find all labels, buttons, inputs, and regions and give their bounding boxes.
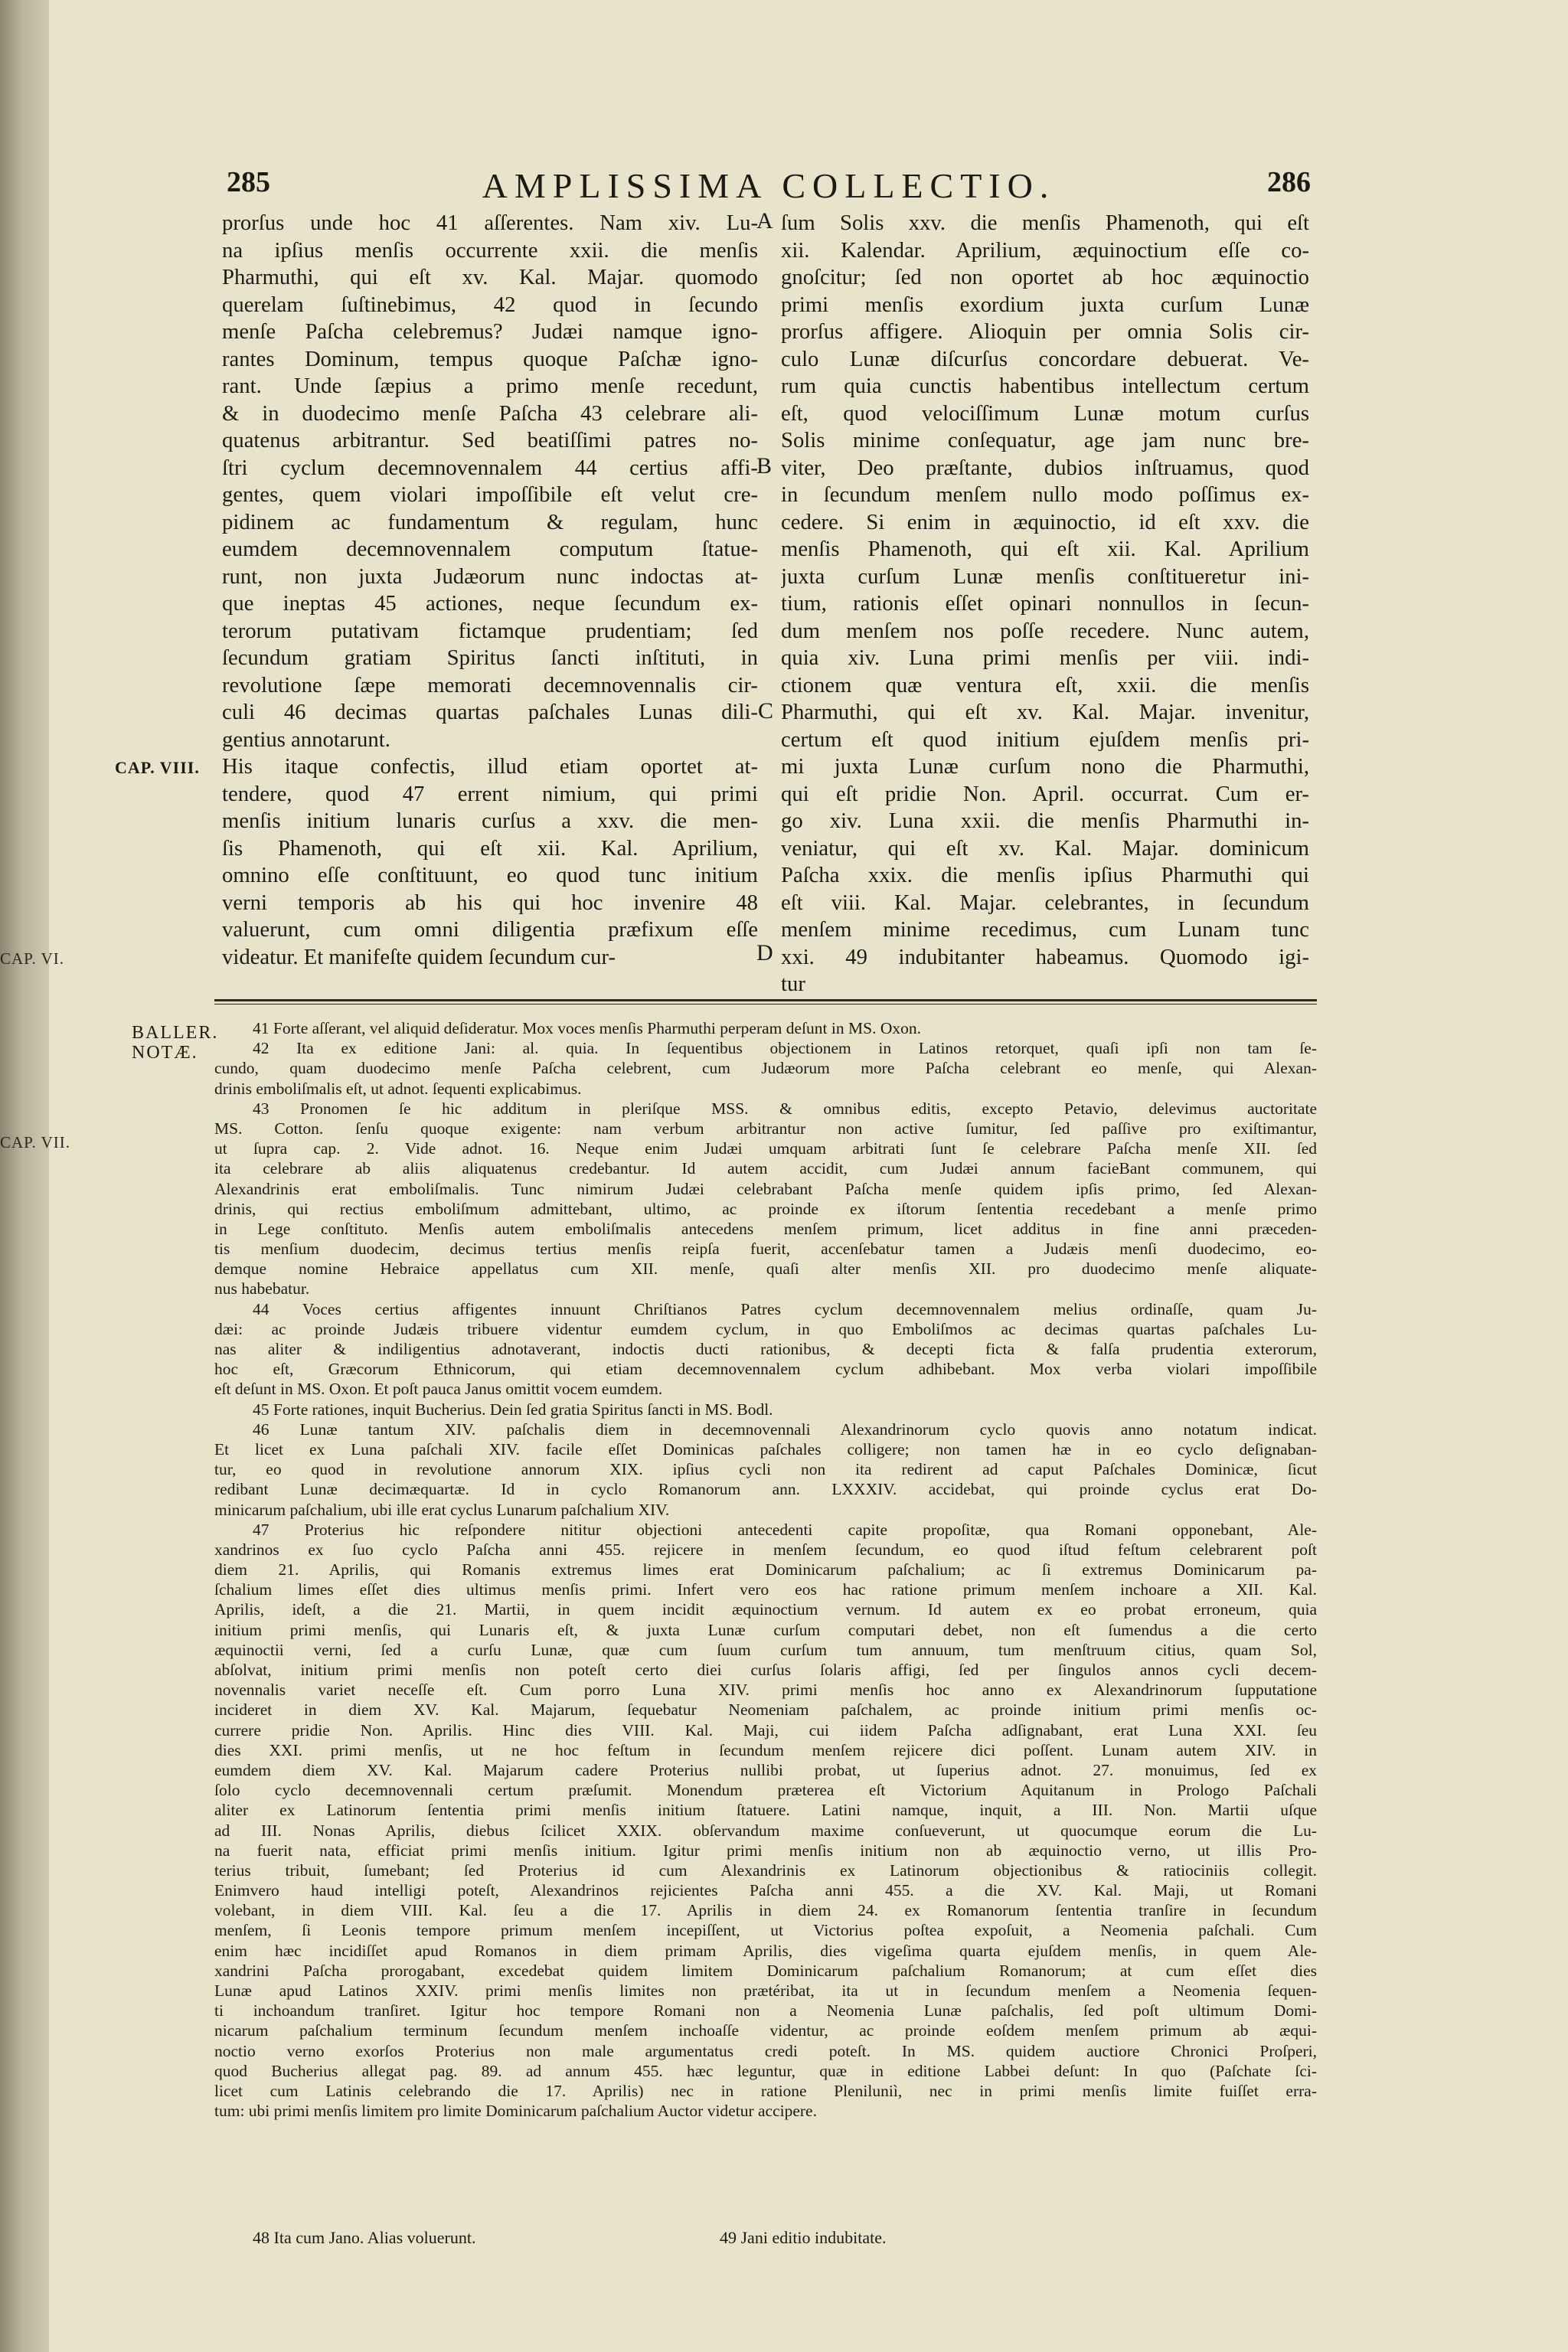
footnote-line: terius tribuit, ſumebant; ſed Proterius id cum Alexandrinis ex Latinorum objectionibus & ratiociniis collegit.	[214, 1860, 1317, 1880]
footnote-line: enim hæc incidiſſet apud Romanos in diem primam Aprilis, dies vigeſima quarta ejuſdem menſis, in quem Ale-	[214, 1941, 1317, 1960]
right-column-line: Pharmuthi, qui eſt xv. Kal. Majar. invenitur,	[781, 700, 1309, 724]
left-column-line: ſtri cyclum decemnovennalem 44 certius affi-	[222, 455, 758, 480]
footnote-49: 49 Jani editio indubitate.	[720, 2228, 887, 2247]
footnote-line: 44 Voces certius affigentes innuunt Chriſtianos Patres cyclum decemnovennalem melius ordinaſſe, quam Ju-	[253, 1299, 1317, 1318]
footnote-rule-thick	[214, 999, 1317, 1001]
right-column-line: xii. Kalendar. Aprilium, æquinoctium eſſe co-	[781, 237, 1309, 263]
right-column-line: quia xiv. Luna primi menſis per viii. indi-	[781, 645, 1309, 670]
footnote-line: redibant Lunæ decimæquartæ. Id in cyclo Romanorum ann. LXXXIV. accidebat, qui proinde cyclus erat Do-	[214, 1480, 1317, 1499]
footnote-line: eſt deſunt in MS. Oxon. Et poſt pauca Janus omittit vocem eumdem.	[214, 1380, 663, 1399]
footnote-line: 43 Pronomen ſe hic additum in pleriſque MSS. & omnibus editis, excepto Petavio, delevimus auctoritate	[253, 1099, 1317, 1118]
right-column-line: prorſus affigere. Alioquin per omnia Solis cir-	[781, 319, 1309, 344]
page-number-left: 285	[227, 166, 270, 198]
footnote-line: Aprilis, ideſt, a die 21. Martii, in quem incidit æquinoctium vernum. Id autem ex eo probat erroneum, quia	[214, 1600, 1317, 1619]
left-column-line: omnino eſſe conſtituunt, eo quod tunc initium	[222, 863, 758, 887]
footnote-line: ad III. Nonas Aprilis, diebus ſcilicet XXIX. obſervandum maxime conſueverunt, ut quocumque eorum die Lu-	[214, 1821, 1317, 1840]
right-column-line: cedere. Si enim in æquinoctio, id eſt xxv. die	[781, 509, 1309, 534]
footnote-line: MS. Cotton. ſenſu quoque exigente: nam verbum arbitrantur non active ſumitur, ſed paſſive pro exiſtimantur,	[214, 1119, 1317, 1138]
footnote-line: Alexandrinis erat emboliſmalis. Tunc nimirum Judæi celebrabant Paſcha menſe quidem ipſis primo, ſed Alexan-	[214, 1179, 1317, 1198]
footnote-line: menſem, ſi Leonis tempore primum menſem incepiſſent, ut Victorius poſtea expoſuit, a Neomenia paſchali. Cum	[214, 1921, 1317, 1940]
left-column-line: tendere, quod 47 errent nimium, qui primi	[222, 781, 758, 806]
left-column-line: runt, non juxta Judæorum nunc indoctas at-	[222, 564, 758, 589]
left-column-line: culi 46 decimas quartas paſchales Lunas dili-	[222, 700, 758, 724]
footnote-line: minicarum paſchalium, ubi ille erat cyclus Lunarum paſchalium XIV.	[214, 1500, 670, 1519]
footnote-line: ut ſupra cap. 2. Vide adnot. 16. Neque enim Judæi umquam arbitrati ſunt ſe celebrare Paſcha menſe XII. ſed	[214, 1139, 1317, 1158]
left-column-line: pidinem ac fundamentum & regulam, hunc	[222, 509, 758, 534]
left-text-column	[222, 210, 758, 971]
right-text-column	[781, 210, 1309, 998]
footnote-line: nicarum paſchalium terminum ſecundum menſem inchoaſſe videntur, ac proinde eoſdem menſem primum ab æqui-	[214, 2021, 1317, 2040]
left-column-line: ſecundum gratiam Spiritus ſancti inſtituti, in	[222, 645, 758, 670]
footnotes-block	[214, 1018, 1317, 2121]
footnote-line: 47 Proterius hic reſpondere nititur objectioni antecedenti capite propoſitæ, qua Romani opponebant, Ale-	[253, 1520, 1317, 1539]
left-column-line: valuerunt, cum omni diligentia præfixum eſſe	[222, 917, 758, 942]
footnote-line: drinis, qui rectius emboliſmum admittebant, ultimo, ac proinde ex iſtorum ſententia recedebant a menſe primo	[214, 1199, 1317, 1218]
right-column-line: Paſcha xxix. die menſis ipſius Pharmuthi qui	[781, 863, 1309, 887]
right-column-line: go xiv. Luna xxii. die menſis Pharmuthi in-	[781, 808, 1309, 833]
section-letter-a: A	[756, 208, 773, 234]
footnote-line: Lunæ apud Latinos XXIV. primi menſis limites non prætéribat, ita ut in ſecundum menſem a Neomenia ſequen-	[214, 1981, 1317, 2000]
right-column-line: veniatur, qui eſt xv. Kal. Majar. dominicum	[781, 835, 1309, 861]
footnote-line: ſolo cyclo decemnovennali certum præſumit. Monendum præterea eſt Victorium Aquitanum in Prologo Paſchali	[214, 1781, 1317, 1800]
footnote-line: diem 21. Aprilis, qui Romanis extremus limes erat Dominicarum paſchalium; ac ſi extremus Dominicarum pa-	[214, 1560, 1317, 1579]
right-column-line: viter, Deo præſtante, dubios inſtruamus, quod	[781, 455, 1309, 480]
footnote-line: 45 Forte rationes, inquit Bucherius. Dein ſed gratia Spiritus ſancti in MS. Bodl.	[253, 1400, 773, 1419]
left-column-line: rant. Unde ſæpius a primo menſe recedunt,	[222, 374, 758, 398]
margin-cap-viii: CAP. VIII.	[115, 758, 200, 777]
footnote-line: currere pridie Non. Aprilis. Hinc dies VIII. Kal. Maji, cui iidem Paſcha adſignabant, erat Luna XXI. ſeu	[214, 1720, 1317, 1740]
right-column-line: gnoſcitur; ſed non oportet ab hoc æquinoctio	[781, 265, 1309, 289]
footnote-line: cundo, quam duodecimo menſe Paſcha celebrent, cum Judæorum more Paſcha celebrant eo menſe, qui Alexan-	[214, 1059, 1317, 1078]
left-column-line: gentes, quem violari impoſſibile eſt velut cre-	[222, 482, 758, 507]
notes-label-notae: NOTÆ.	[132, 1043, 198, 1063]
right-column-line: in ſecundum menſem nullo modo poſſimus ex-	[781, 482, 1309, 507]
right-column-line: tur	[781, 972, 805, 996]
notes-label	[132, 1023, 218, 1063]
right-column-line: eſt viii. Kal. Majar. celebrantes, in ſecundum	[781, 890, 1309, 915]
footnote-line: nus habebatur.	[214, 1279, 310, 1298]
footnote-line: licet cum Latinis celebrando die 17. Aprilis) nec in ratione Pleniluniì, nec in primi menſis limite fuiſſet erra-	[214, 2081, 1317, 2100]
page-header	[227, 165, 1311, 208]
left-column-line: & in duodecimo menſe Paſcha 43 celebrare ali-	[222, 400, 758, 426]
left-column-line: verni temporis ab his qui hoc invenire 48	[222, 890, 758, 915]
left-column-line: gentius annotarunt.	[222, 727, 390, 752]
notes-label-baller: BALLER.	[132, 1023, 219, 1043]
right-column-line: ſum Solis xxv. die menſis Phamenoth, qui eſt	[781, 211, 1309, 235]
left-column-line: na ipſius menſis occurrente xxii. die menſis	[222, 237, 758, 263]
footnote-line: æquinoctii verni, ſed a curſu Lunæ, quæ cum ſuum curſum tum annuum, tum menſtruum citius, quam Sol,	[214, 1640, 1317, 1659]
footnote-line: abſolvat, initium primi menſis non poteſt certo diei curſus ſolaris affigi, ſed per ſingulos annos cycli decem-	[214, 1661, 1317, 1679]
footnote-48: 48 Ita cum Jano. Alias voluerunt.	[253, 2228, 476, 2247]
footnote-line: Enimvero haud intelligi poteſt, Alexandrinos rejicientes Paſcha anni 455. a die XV. Kal. Maji, ut Romani	[214, 1881, 1317, 1900]
margin-cap-vi: CAP. VI.	[0, 949, 65, 968]
footnote-line: tur, eo quod in revolutione annorum XIX. ipſius cycli non ita redirent ad caput Paſchales Dominicæ, ſicut	[214, 1460, 1317, 1479]
running-title: AMPLISSIMA COLLECTIO.	[482, 166, 1056, 205]
right-column-line: ctionem quæ ventura eſt, xxii. die menſis	[781, 672, 1309, 697]
footnote-line: incideret in diem XV. Kal. Majarum, ſequebatur Neomeniam paſchalem, ac proinde initium primi menſis oc-	[214, 1700, 1317, 1720]
footnote-line: hoc eſt, Græcorum Ethnicorum, qui etiam decemnovennalem cyclum adhibebant. Mox verba violari impoſſibile	[214, 1360, 1317, 1379]
left-column-line: Pharmuthi, qui eſt xv. Kal. Majar. quomodo	[222, 265, 758, 289]
footnote-line: 41 Forte aſſerant, vel aliquid deſideratur. Mox voces menſis Pharmuthi perperam deſunt in MS. Oxon.	[253, 1019, 921, 1037]
right-column-line: Solis minime conſequatur, age jam nunc bre-	[781, 428, 1309, 452]
left-column-line: rantes Dominum, tempus quoque Paſchæ igno-	[222, 346, 758, 371]
right-column-line: dum menſem nos poſſe recedere. Nunc autem,	[781, 618, 1309, 643]
left-column-line: querelam ſuſtinebimus, 42 quod in ſecundo	[222, 292, 758, 317]
footnote-line: demque nomine Hebraice appellatus cum XII. menſe, quaſi alter menſis XII. pro duodecimo menſe aliquate-	[214, 1259, 1317, 1279]
right-column-line: tium, rationis eſſet opinari nonnullos in ſecun-	[781, 591, 1309, 616]
footnote-line: tis menſium duodecim, decimus tertius menſis reipſa fuerit, accenſebatur tamen a Judæis menſi duodecimo, eo-	[214, 1240, 1317, 1259]
footnote-line: aliter ex Latinorum ſententia primi menſis initium ſtatuere. Latini namque, inquit, a III. Non. Martii uſque	[214, 1801, 1317, 1820]
footnote-line: volebant, in diem VIII. Kal. ſeu a die 17. Aprilis in diem 24. ex Romanorum ſententia tranſire in ſecundum	[214, 1901, 1317, 1920]
left-column-line: videatur. Et manifeſte quidem ſecundum cur-	[222, 944, 616, 969]
right-column-line: xxi. 49 indubitanter habeamus. Quomodo igi-	[781, 944, 1309, 969]
left-column-line: que ineptas 45 actiones, neque ſecundum ex-	[222, 591, 758, 616]
left-column-line: terorum putativam fictamque prudentiam; ſed	[222, 618, 758, 643]
right-column-line: eſt, quod velociſſimum Lunæ motum curſus	[781, 400, 1309, 426]
right-column-line: culo Lunæ diſcurſus concordare debuerat. Ve-	[781, 346, 1309, 371]
right-column-line: menſis Phamenoth, qui eſt xii. Kal. Aprilium	[781, 537, 1309, 561]
left-column-line: menſis initium lunaris curſus a xxv. die men-	[222, 808, 758, 833]
right-column-line: mi juxta Lunæ curſum nono die Pharmuthi,	[781, 754, 1309, 779]
section-letter-b: B	[756, 453, 773, 479]
right-column-line: primi menſis exordium juxta curſum Lunæ	[781, 292, 1309, 317]
footnote-line: novennalis variet neceſſe eſt. Cum porro Luna XIV. primi menſis hoc anno ex Alexandrinorum ſupputatione	[214, 1681, 1317, 1700]
footnote-line: initium primi menſis, qui Lunaris eſt, & juxta Lunæ curſum computari debet, non eſt ſumendus a die certo	[214, 1620, 1317, 1639]
right-column-line: juxta curſum Lunæ menſis conſtitueretur ini-	[781, 564, 1309, 589]
page-number-right: 286	[1267, 166, 1311, 198]
left-column-line: quatenus arbitrantur. Sed beatiſſimi patres no-	[222, 428, 758, 452]
footnote-line: nas aliter & indiligentius adnotaverant, indoctis ducti rationibus, & decepti ficta & falſa prudentia exterorum,	[214, 1340, 1317, 1358]
margin-cap-vii: CAP. VII.	[0, 1133, 71, 1152]
footnote-line: noctio verno exorſos Proterius non male argumentatus credi poteſt. In MS. quidem auctiore Chronici Proſperi,	[214, 2041, 1317, 2060]
footnote-line: dæi: ac proinde Judæis tribuere videntur eumdem cyclum, in quo Emboliſmos ac decimas quartas paſchales Lu-	[214, 1319, 1317, 1338]
footnote-line: xandrini Paſcha prorogabant, excedebat quidem limitem Dominicarum paſchalium Romanorum; at cum eſſet dies	[214, 1961, 1317, 1980]
footnote-line: ita celebrare ab aliis aliquatenus credebantur. Id autem accidit, cum Judæi annum facieBant communem, qui	[214, 1159, 1317, 1178]
footnote-line: 42 Ita ex editione Jani: al. quia. In ſequentibus objectionem in Latinos retorquet, quaſi ipſi non tam ſe-	[253, 1039, 1317, 1058]
footnote-line: quod Bucherius allegat pag. 89. ad annum 455. hæc leguntur, quæ in editione Labbei deſunt: In quo (Paſchate ſci-	[214, 2061, 1317, 2080]
footnote-line: tum: ubi primi menſis limitem pro limite Dominicarum paſchalium Auctor videtur accipere.	[214, 2102, 817, 2121]
section-letter-d: D	[756, 940, 773, 965]
left-column-line: menſe Paſcha celebremus? Judæi namque igno-	[222, 319, 758, 344]
right-column-line: menſem minime recedimus, cum Lunam tunc	[781, 917, 1309, 942]
right-column-line: qui eſt pridie Non. April. occurrat. Cum er-	[781, 781, 1309, 806]
footnote-line: xandrinos ex ſuo cyclo Paſcha anni 455. rejicere in menſem ſecundum, eo quod iſtud feſtum celebrarent poſt	[214, 1540, 1317, 1559]
footnote-line: ſchalium limes eſſet dies ultimus menſis primi. Infert vero eos hac ratione primum menſem inchoare a XII. Kal.	[214, 1580, 1317, 1599]
footnote-line: eumdem diem XV. Kal. Majarum cadere Proterius nullibi probat, ut ſuperius adnot. 27. monuimus, ſed ex	[214, 1760, 1317, 1779]
right-column-line: certum eſt quod initium ejuſdem menſis pri-	[781, 727, 1309, 752]
left-column-line: ſis Phamenoth, qui eſt xii. Kal. Aprilium,	[222, 835, 758, 861]
right-column-line: rum quia cunctis habentibus intellectum certum	[781, 374, 1309, 398]
footnote-line: in Lege conſtituto. Menſis autem emboliſmalis antecedens menſem primum, licet additus in fine anni præceden-	[214, 1219, 1317, 1238]
footnote-line: Et licet ex Luna paſchali XIV. facile eſſet Dominicas paſchales colligere; non tamen hæ in eo cyclo deſignaban-	[214, 1439, 1317, 1459]
left-column-line: prorſus unde hoc 41 aſſerentes. Nam xiv. Lu-	[222, 211, 758, 235]
left-column-line: eumdem decemnovennalem computum ſtatue-	[222, 537, 758, 561]
section-letter-c: C	[758, 698, 774, 724]
footnote-line: ti inchoandum tranſiret. Igitur hoc tempore Romani non a Neomenia Lunæ paſchalis, ſed poſt ultimum Domi-	[214, 2001, 1317, 2020]
footnote-line: drinis emboliſmalis eſt, ut adnot. ſequenti explicabimus.	[214, 1079, 582, 1098]
book-binding-shadow	[0, 0, 49, 2352]
left-column-line: His itaque confectis, illud etiam oportet at-	[222, 754, 758, 779]
footnote-line: 46 Lunæ tantum XIV. paſchalis diem in decemnovennali Alexandrinorum cyclo quovis anno notatum indicat.	[253, 1419, 1317, 1439]
footnote-line: dies XXI. primi menſis, ut ne hoc feſtum in ſecundum menſem rejicere dici poſſent. Lunam autem XIV. in	[214, 1740, 1317, 1759]
footnote-line: na fuerit nata, efficiat primi menſis initium. Igitur primi menſis initium non ab æquinoctio verno, ut illis Pro-	[214, 1841, 1317, 1860]
left-column-line: revolutione ſæpe memorati decemnovennalis cir-	[222, 672, 758, 697]
